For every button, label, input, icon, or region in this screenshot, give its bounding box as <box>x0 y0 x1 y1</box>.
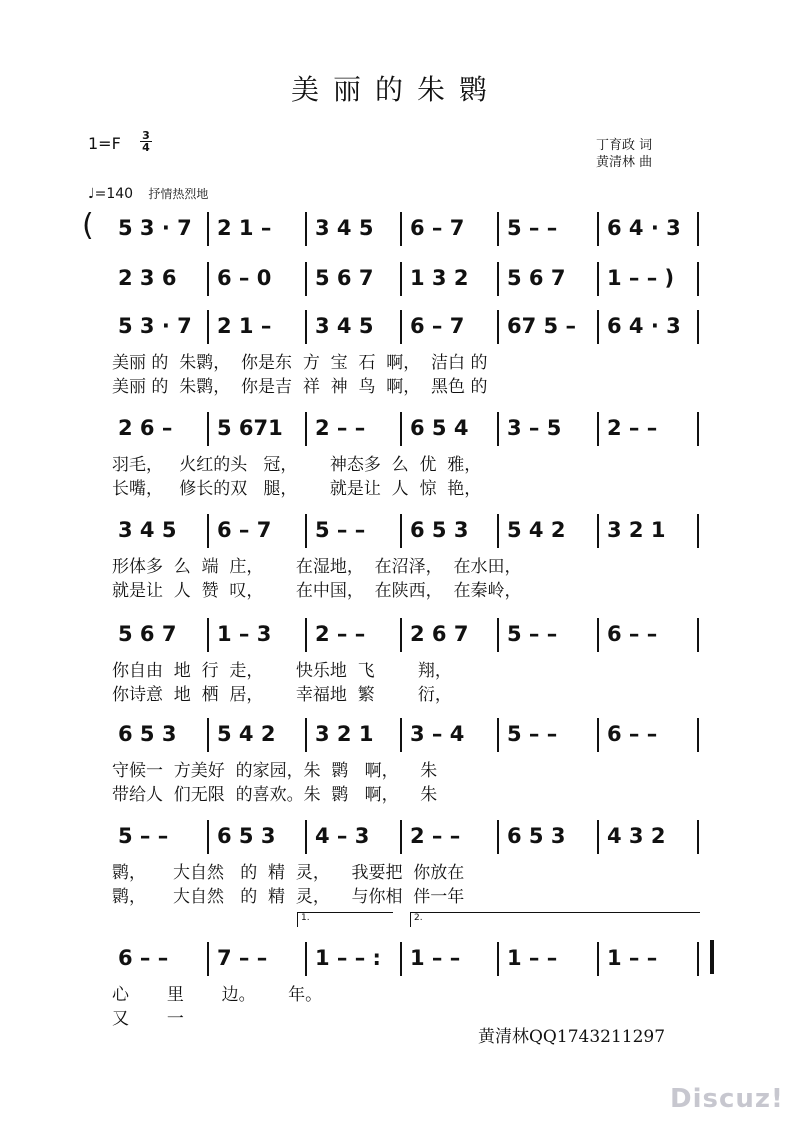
barline <box>207 310 209 344</box>
barline <box>497 212 499 246</box>
barline <box>597 514 599 548</box>
tempo-note: ♩=140 <box>88 186 134 202</box>
measure: 3 4 5 <box>315 314 374 338</box>
barline <box>497 718 499 752</box>
measure: 5 – – <box>315 518 366 542</box>
barline <box>207 514 209 548</box>
lyric-line-2: 又 一 <box>112 1009 184 1029</box>
measure: 1 – – : <box>315 946 381 970</box>
barline <box>400 820 402 854</box>
measure: 4 3 2 <box>607 824 666 848</box>
measure: 2 3 6 <box>118 266 177 290</box>
barline <box>400 412 402 446</box>
score-row <box>0 412 792 499</box>
measure: 6 – – <box>607 622 658 646</box>
measure: 1 – 3 <box>217 622 272 646</box>
lyric-line-1: 守候一 方美好 的家园，朱 鹮 啊， 朱 <box>112 761 438 781</box>
measure: 2 1 – <box>217 216 272 240</box>
measure: 6 4 · 3 <box>607 216 681 240</box>
barline <box>697 942 699 976</box>
barline <box>697 262 699 296</box>
barline <box>305 412 307 446</box>
time-signature-top: 3 <box>142 129 150 142</box>
lyric-line-2: 长嘴， 修长的双 腿， 就是让 人 惊 艳， <box>112 479 482 499</box>
barline <box>497 262 499 296</box>
barline <box>597 310 599 344</box>
measure: 6 5 3 <box>507 824 566 848</box>
barline <box>305 212 307 246</box>
measure: 5 671 <box>217 416 283 440</box>
measure: 6 5 3 <box>217 824 276 848</box>
barline <box>400 942 402 976</box>
measure: 3 2 1 <box>315 722 374 746</box>
first-ending-bracket <box>297 912 393 927</box>
barline <box>400 718 402 752</box>
lyric-line-2: 你诗意 地 栖 居， 幸福地 繁 衍， <box>112 685 452 705</box>
measure: 6 – 7 <box>217 518 272 542</box>
measure: 5 3 · 7 <box>118 314 192 338</box>
measure: 6 5 4 <box>410 416 469 440</box>
barline <box>597 262 599 296</box>
first-ending-label: 1. <box>301 913 310 923</box>
measure: 3 4 5 <box>118 518 177 542</box>
song-title: 美丽的朱鹮 <box>290 73 501 106</box>
measure: 1 – – <box>607 946 658 970</box>
barline <box>400 262 402 296</box>
barline <box>207 412 209 446</box>
credits <box>596 137 652 171</box>
measure: 2 – – <box>607 416 658 440</box>
barline <box>597 820 599 854</box>
barline <box>207 718 209 752</box>
barline <box>400 618 402 652</box>
time-signature <box>140 130 152 153</box>
score-row <box>0 718 792 805</box>
measure: 2 – – <box>315 416 366 440</box>
barline <box>497 820 499 854</box>
lyricist: 丁育政 词 <box>596 138 653 153</box>
barline <box>305 618 307 652</box>
measure: 3 4 5 <box>315 216 374 240</box>
measure: 2 – – <box>315 622 366 646</box>
barline <box>597 718 599 752</box>
second-ending-label: 2. <box>414 913 423 923</box>
measure: 1 – – <box>410 946 461 970</box>
measure: 2 6 – <box>118 416 173 440</box>
measure: 5 – – <box>507 722 558 746</box>
final-barline <box>710 940 714 974</box>
measure: 3 – 5 <box>507 416 562 440</box>
measure: 5 – – <box>118 824 169 848</box>
lyric-line-1: 心 里 边。 年。 <box>112 985 323 1005</box>
lyric-line-2: 鹮， 大自然 的 精 灵， 与你相 伴一年 <box>112 887 465 907</box>
measure: 5 6 7 <box>315 266 374 290</box>
barline <box>697 310 699 344</box>
measure: 6 5 3 <box>118 722 177 746</box>
barline <box>400 310 402 344</box>
lyric-line-1: 形体多 么 端 庄， 在湿地， 在沼泽， 在水田， <box>112 557 522 577</box>
tempo-marking <box>88 185 208 202</box>
measure: 1 – – <box>507 946 558 970</box>
barline <box>697 212 699 246</box>
measure: 2 6 7 <box>410 622 469 646</box>
lyric-line-1: 你自由 地 行 走， 快乐地 飞 翔， <box>112 661 452 681</box>
lyric-line-2: 就是让 人 赞 叹， 在中国， 在陕西， 在秦岭， <box>112 581 522 601</box>
key-signature: 1=F <box>88 134 121 153</box>
barline <box>697 514 699 548</box>
second-ending-bracket <box>410 912 700 927</box>
measure: 5 4 2 <box>217 722 276 746</box>
measure: 1 3 2 <box>410 266 469 290</box>
measure: 3 – 4 <box>410 722 465 746</box>
measure: 6 5 3 <box>410 518 469 542</box>
composer: 黄清林 曲 <box>596 155 653 170</box>
barline <box>697 412 699 446</box>
score-row <box>0 514 792 601</box>
barline <box>305 514 307 548</box>
measure: 1 – – ) <box>607 266 675 290</box>
lyric-line-2: 美丽 的 朱鹮， 你是吉 祥 神 鸟 啊， 黑色 的 <box>112 377 488 397</box>
watermark: Discuz! <box>670 1084 784 1114</box>
barline <box>697 718 699 752</box>
signature: 黄清林QQ1743211297 <box>478 1027 666 1047</box>
score-row <box>0 310 792 397</box>
measure: 6 – 0 <box>217 266 272 290</box>
measure: 6 – 7 <box>410 314 465 338</box>
barline <box>597 618 599 652</box>
measure: 6 – – <box>118 946 169 970</box>
score-row <box>0 942 792 1029</box>
measure: 5 3 · 7 <box>118 216 192 240</box>
measure: 5 – – <box>507 216 558 240</box>
measure: 5 4 2 <box>507 518 566 542</box>
lyric-line-1: 鹮， 大自然 的 精 灵， 我要把 你放在 <box>112 863 465 883</box>
barline <box>597 412 599 446</box>
barline <box>400 514 402 548</box>
measure: 2 – – <box>410 824 461 848</box>
barline <box>207 820 209 854</box>
barline <box>497 310 499 344</box>
measure: 5 6 7 <box>118 622 177 646</box>
barline <box>497 412 499 446</box>
barline <box>305 820 307 854</box>
measure: 67 5 – <box>507 314 576 338</box>
repeat-open-paren: ( <box>82 208 94 243</box>
lyric-line-2: 带给人 们无限 的喜欢。朱 鹮 啊， 朱 <box>112 785 438 805</box>
barline <box>207 618 209 652</box>
score-row <box>0 820 792 907</box>
barline <box>497 618 499 652</box>
barline <box>305 718 307 752</box>
measure: 6 – 7 <box>410 216 465 240</box>
barline <box>305 310 307 344</box>
score-row <box>0 618 792 705</box>
barline <box>497 942 499 976</box>
measure: 6 – – <box>607 722 658 746</box>
barline <box>597 942 599 976</box>
tempo-expression: 抒情热烈地 <box>148 187 209 201</box>
time-signature-bottom: 4 <box>142 141 150 154</box>
measure: 3 2 1 <box>607 518 666 542</box>
barline <box>207 942 209 976</box>
measure: 4 – 3 <box>315 824 370 848</box>
barline <box>697 820 699 854</box>
lyric-line-1: 羽毛， 火红的头 冠， 神态多 么 优 雅， <box>112 455 482 475</box>
barline <box>207 262 209 296</box>
measure: 6 4 · 3 <box>607 314 681 338</box>
measure: 5 – – <box>507 622 558 646</box>
barline <box>497 514 499 548</box>
barline <box>305 262 307 296</box>
barline <box>400 212 402 246</box>
barline <box>697 618 699 652</box>
lyric-line-1: 美丽 的 朱鹮， 你是东 方 宝 石 啊， 洁白 的 <box>112 353 488 373</box>
measure: 7 – – <box>217 946 268 970</box>
barline <box>207 212 209 246</box>
measure: 5 6 7 <box>507 266 566 290</box>
barline <box>597 212 599 246</box>
measure: 2 1 – <box>217 314 272 338</box>
barline <box>305 942 307 976</box>
